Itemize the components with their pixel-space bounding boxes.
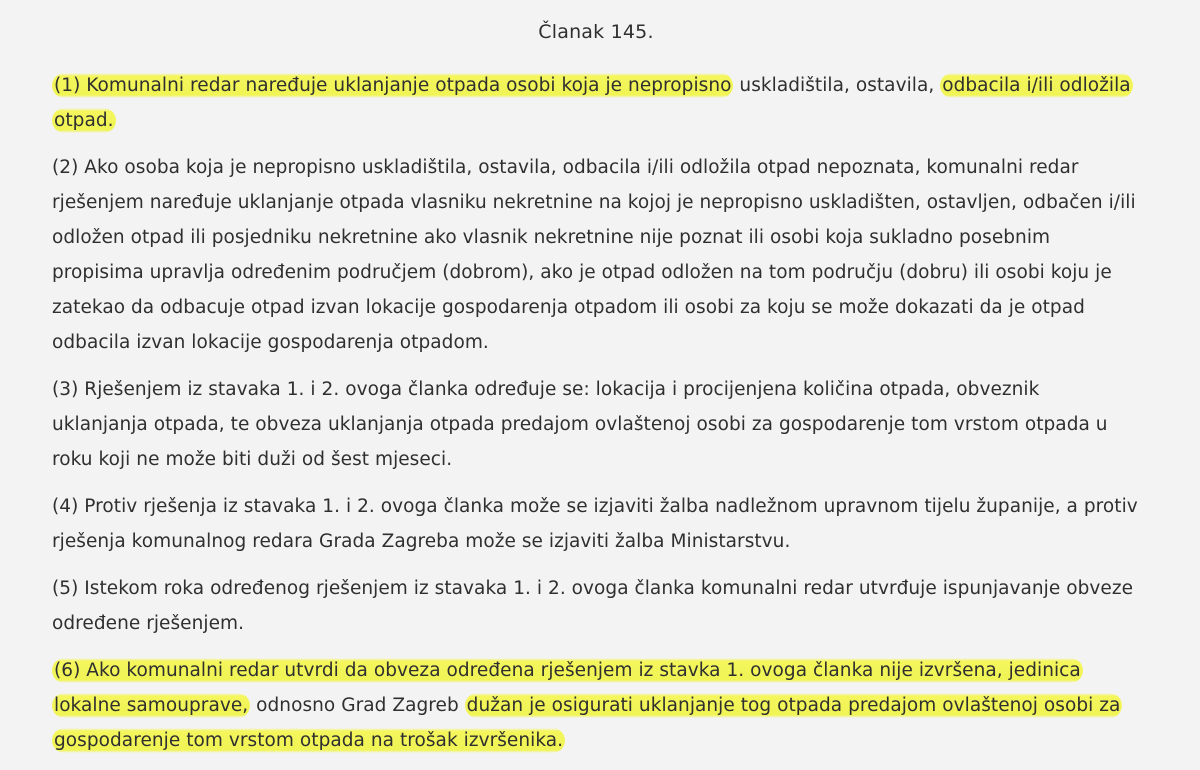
article-title: Članak 145. (538, 21, 654, 43)
paragraph-2: (2) Ako osoba koja je nepropisno uskladištila, ostavila, odbacila i/ili odložila otpad nepoznata, komunalni redar rješenjem naređuje uklanjanje otpada vlasniku nekretnine na kojoj je nepropisno uskladišten, ostavljen, odbačen i/ili odložen otpad ili posjedniku nekretnine ako vlasnik nekretnine nije poznat ili osobi koja sukladno posebnim propisima upravlja određenim područjem (dobrom), ako je otpad odložen na tom području (dobru) ili osobi koju je zatekao da odbacuje otpad izvan lokacije gospodarenja otpadom ili osobi za koju se može dokazati da je otpad odbacila izvan lokacije gospodarenja otpadom. (52, 157, 1136, 353)
highlighted-text: (6) Ako komunalni redar utvrdi da obveza određena rješenjem iz stavka 1. ovoga članka nije izvršena, jedinica lokalne samouprave, (54, 660, 1081, 716)
highlighted-text: odbacila i/ili odložila otpad. (54, 75, 1131, 131)
highlighted-text: (1) Komunalni redar naređuje uklanjanje otpada osobi koja je nepropisno (54, 75, 732, 96)
paragraph-3: (3) Rješenjem iz stavaka 1. i 2. ovoga članka određuje se: lokacija i procijenjena količina otpada, obveznik uklanjanja otpada, te obveza uklanjanja otpada predajom ovlaštenoj osobi za gospodarenje tom vrstom otpada u roku koji ne može biti duži od šest mjeseci. (52, 379, 1108, 470)
paragraph-1 (52, 68, 1140, 138)
paragraph-4: (4) Protiv rješenja iz stavaka 1. i 2. ovoga članka može se izjaviti žalba nadležnom upravnom tijelu županije, a protiv rješenja komunalnog redara Grada Zagreba može se izjaviti žalba Ministarstvu. (52, 496, 1138, 552)
paragraph-5: (5) Istekom roka određenog rješenjem iz stavaka 1. i 2. ovoga članka komunalni redar utvrđuje ispunjavanje obveze određene rješenjem. (52, 578, 1134, 634)
paragraph-text: odnosno Grad Zagreb (250, 695, 465, 716)
highlighted-text: dužan je osigurati uklanjanje tog otpada predajom ovlaštenoj osobi za gospodarenje tom vrstom otpada na trošak izvršenika. (54, 695, 1121, 751)
paragraph-6 (52, 653, 1140, 758)
paragraph-text: uskladištila, ostavila, (733, 75, 941, 96)
